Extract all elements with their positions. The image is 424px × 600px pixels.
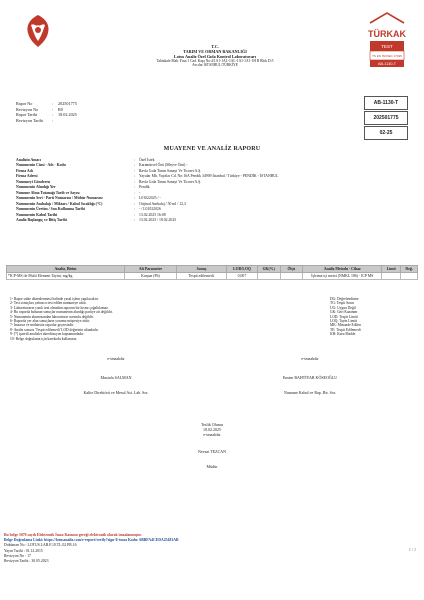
col-header: Ölçü bbox=[280, 266, 303, 273]
col-header: Analiz Metodu - Cihaz bbox=[303, 266, 382, 273]
col-header: Alt Parametre bbox=[124, 266, 176, 273]
turkak-line2: TS EN ISO/IEC 17025 bbox=[372, 54, 402, 58]
report-meta: Rapor No : 202501775 Revizyon No : R0 Rapor Tarihi : 18.02.2025 Revizyon Tarihi : bbox=[16, 101, 77, 123]
abbr-item: TE: Tespit Edilemedi bbox=[330, 327, 361, 332]
sample-info: Analizin Amacı : Özel İstek Numunenin Cinsi - Adı - Kodu : Karamürsel Özü (Meyve Özü) - Firma Adı : Ravla Gıda Tarım Sanayi Ve Ticaret A.Ş. Firma Adresi : Yayalar Mh. Yayalar Cd. No:16A Pendik 34909 İstanbul / Türkiye - PENDİK - İSTANBUL Numuneyi Gönderen : Ravla Gıda Tarım Sanayi Ve Ticaret A.Ş. Numunenin Alındığı Yer : Pendik Numune Alma Tutanağı Tarih ve Sayısı : - Numunenin Seri - Parti Numarası / Mühür Numarası : L01022025 / - Numunenin Ambalajı / Miktarı / Kabul Sıcaklığı (°C) : Orijinal Ambalaj / 50 ml / 12,3 Numunenin Üretim / Son Kullanma Tarihi : - / L01022026 Numunenin Kabul Tarihi : 13.02.2025 16:08 Analiz Başlangıç ve Bitiş Tarihi : 13.02.2025 / 18.02.2025 bbox=[16, 158, 279, 222]
meta-value: R0 bbox=[58, 106, 63, 112]
cell bbox=[401, 273, 418, 280]
sig-label: e-imzalıdır bbox=[203, 432, 221, 437]
col-header: Analiz, Birim bbox=[7, 266, 125, 273]
header-country: T.C. bbox=[211, 44, 219, 49]
info-key: Numunenin Kabul Tarihi bbox=[16, 212, 58, 217]
info-key: Analiz Başlangıç ve Bitiş Tarihi bbox=[16, 217, 67, 222]
cell: İşletme içi metot (NMKL 186) - ICP MS bbox=[303, 273, 382, 280]
ministry-logo bbox=[16, 11, 60, 51]
meta-value: 202501775 bbox=[58, 101, 77, 106]
info-key: Numunenin Üretim / Son Kullanma Tarihi bbox=[16, 207, 85, 212]
col-header: Sonuç bbox=[177, 266, 227, 273]
col-header: Limit bbox=[382, 266, 401, 273]
abbreviations-list bbox=[330, 297, 420, 337]
info-value: - bbox=[139, 190, 141, 195]
page-number: 1 / 1 bbox=[408, 547, 416, 552]
results-table bbox=[6, 265, 418, 280]
note-item: 2- Test sonuçları yalnızca test edilen numuneye aittir. bbox=[10, 301, 87, 306]
abbr-item: KH: Kuru Madde bbox=[330, 332, 356, 337]
info-value: Yayalar Mh. Yayalar Cd. No:16A Pendik 34909 İstanbul / Türkiye - PENDİK - İSTANBUL bbox=[139, 174, 279, 179]
info-value: L01022025 / - bbox=[139, 196, 161, 201]
notes-list bbox=[10, 297, 310, 341]
meta-key: Revizyon No bbox=[16, 106, 39, 112]
info-key: Numuneyi Gönderen bbox=[16, 179, 51, 184]
sig-title: Kalite Direktörü ve Mesul Ast. Lab. Sor. bbox=[83, 390, 149, 395]
col-header: Değ. bbox=[401, 266, 418, 273]
cell: Kurşun (Pb) bbox=[124, 273, 176, 280]
info-value: Karamürsel Özü (Meyve Özü) - bbox=[139, 163, 188, 168]
turkak-code: AB-1130-T bbox=[377, 62, 397, 66]
info-key: Numunenin Cinsi - Adı - Kodu bbox=[16, 163, 66, 168]
note-item: 7- İmzasız ve mühürsüz raporlar geçersizdir. bbox=[10, 323, 75, 328]
note-item: 4- Bu raporda bulunan sonuçlar numunenin alındığı partiye ait değildir. bbox=[10, 310, 113, 315]
signature-left bbox=[46, 356, 186, 395]
info-value: Orijinal Ambalaj / 50 ml / 12,3 bbox=[139, 201, 186, 206]
info-value: Özel İstek bbox=[139, 158, 155, 162]
cell bbox=[382, 273, 401, 280]
info-value: Ravla Gıda Tarım Sanayi Ve Ticaret A.Ş. bbox=[139, 179, 202, 184]
abbr-item: LOD: Tespit Limiti bbox=[330, 314, 358, 319]
header-ministry: TARIM VE ORMAN BAKANLIĞI bbox=[183, 49, 247, 54]
period-badge: 02-25 bbox=[364, 126, 408, 140]
info-key: Analizin Amacı bbox=[16, 158, 41, 162]
info-key: Firma Adı bbox=[16, 168, 33, 173]
note-item: 9- (*) işaretli analizler akreditasyon kapsamındadır. bbox=[10, 332, 85, 337]
meta-key: Rapor No bbox=[16, 101, 33, 106]
sig-label: Teslik Olunur bbox=[200, 422, 224, 427]
cell bbox=[257, 273, 280, 280]
note-item: 1- Rapor sahte düzenlenmesi halinde yasal işlem yapılacaktır. bbox=[10, 297, 99, 301]
abbr-item: GK: Geri Kazanım bbox=[330, 310, 358, 315]
sig-name: Emine BAHTİYAR KÖSEOĞLU bbox=[282, 375, 338, 380]
verify-link[interactable]: Belge Doğrulama Linki: https://lotusanaliz.com/e-report/verify?sign-E-imza Kodu: 6BBFA4CEDA25481AB bbox=[4, 538, 179, 543]
info-key: Firma Adresi bbox=[16, 174, 38, 179]
info-key: Numune Alma Tutanağı Tarih ve Sayısı bbox=[16, 190, 80, 195]
abbr-item: TG: Tespit Sınırı bbox=[330, 301, 355, 306]
info-key: Numunenin Seri - Parti Numarası / Mühür Numarası bbox=[16, 196, 103, 201]
col-header: LOD/LOQ bbox=[227, 266, 258, 273]
cell: *ICP-MS ile Multi Element Tayini, mg/kg bbox=[7, 273, 125, 280]
revision-date: Revizyon Tarihi : 30.05.2023 bbox=[4, 559, 49, 564]
report-number-badge: 202501775 bbox=[364, 111, 408, 125]
doc-number: Doküman No : LOTUS.LAB.F.10.TL.02.PR.16 bbox=[4, 543, 77, 548]
signature-right bbox=[240, 356, 380, 395]
table-row bbox=[7, 273, 418, 280]
document-footer bbox=[4, 533, 334, 564]
note-item: 6- Raporda yer alan sonuçların yorumu müşteriye aittir. bbox=[10, 319, 90, 324]
cell: 0,007 bbox=[227, 273, 258, 280]
meta-key: Revizyon Tarihi bbox=[16, 117, 43, 123]
abbr-item: MK: Müsaade Edilen bbox=[330, 323, 361, 328]
esign-notice: Bu belge 5070 sayılı Elektronik İmza Kanunu gereği elektronik olarak imzalanmıştır. bbox=[4, 533, 142, 537]
abbr-item: LOQ: Tayin Limiti bbox=[330, 319, 358, 324]
note-item: 10- Belge doğrulama için karekodu kullanınız. bbox=[10, 336, 78, 341]
sig-label: e-imzalıdır bbox=[301, 356, 319, 361]
note-item: 5- Numunenin alınmasından laboratuvar sorumlu değildir. bbox=[10, 314, 94, 319]
issue-date: Yayın Tarihi : 01.12.2015 bbox=[4, 548, 43, 553]
sig-title: Numune Kabul ve Rap. Bir. Sor. bbox=[284, 390, 336, 395]
header-lab: Lotus Analiz Özel Gıda Kontrol Laboratuvarı bbox=[173, 54, 257, 59]
signature-center bbox=[142, 422, 282, 469]
revision-number: Revizyon No : 17 bbox=[4, 553, 31, 558]
meta-value: 18.02.2025 bbox=[58, 112, 77, 118]
col-header: GK(%) bbox=[257, 266, 280, 273]
lab-header bbox=[120, 44, 310, 68]
info-value: - / L01022026 bbox=[139, 207, 161, 212]
sig-date: 18.02.2025 bbox=[203, 427, 221, 432]
info-value: 13.02.2025 / 18.02.2025 bbox=[139, 217, 177, 222]
results-header-row bbox=[7, 266, 418, 273]
report-title: MUAYENE VE ANALİZ RAPORU bbox=[163, 146, 261, 152]
turkak-line1: TEST bbox=[381, 44, 393, 49]
sig-title: Müdür bbox=[206, 464, 218, 469]
abbr-item: DG: Değerlendirme bbox=[330, 297, 359, 301]
turkak-brand: TÜRKAK bbox=[368, 29, 406, 39]
sig-name: Nevzat TEZCAN bbox=[197, 449, 227, 454]
info-key: Numunenin Alındığı Yer bbox=[16, 185, 56, 190]
meta-key: Rapor Tarihi bbox=[16, 112, 38, 118]
abbr-item: UG: Uygun Değil bbox=[330, 305, 356, 310]
info-key: Numunenin Ambalajı / Miktarı / Kabul Sıcaklığı (°C) bbox=[16, 201, 103, 206]
info-value: Ravla Gıda Tarım Sanayi Ve Ticaret A.Ş. bbox=[139, 168, 202, 173]
turkak-logo bbox=[366, 11, 408, 69]
cell bbox=[280, 273, 303, 280]
accreditation-badge: AB-1130-T bbox=[364, 96, 408, 110]
sig-label: e-imzalıdır bbox=[107, 356, 125, 361]
header-address1: Tahtakale Mah. Fırat 1 Cad. Kapı No:4/1A1-1AL-1AL-1A1-1A1-1H B Blok D:5 bbox=[156, 59, 274, 63]
info-value: 13.02.2025 16:08 bbox=[139, 212, 166, 217]
cell: Tespit edilemedi. bbox=[177, 273, 227, 280]
note-item: 3- Laboratuvarın yazılı izni olmadan raporun bir kısmı çoğaltılamaz. bbox=[10, 305, 109, 310]
sig-name: Mustafa SALMAN bbox=[100, 375, 132, 380]
note-item: 8- Analiz sonucu 'Tespit edilemedi' LOD değerinin altındadır. bbox=[10, 327, 99, 332]
info-value: Pendik bbox=[139, 185, 150, 190]
header-address2: Avcılar İSTANBUL/TÜRKİYE bbox=[192, 63, 238, 68]
